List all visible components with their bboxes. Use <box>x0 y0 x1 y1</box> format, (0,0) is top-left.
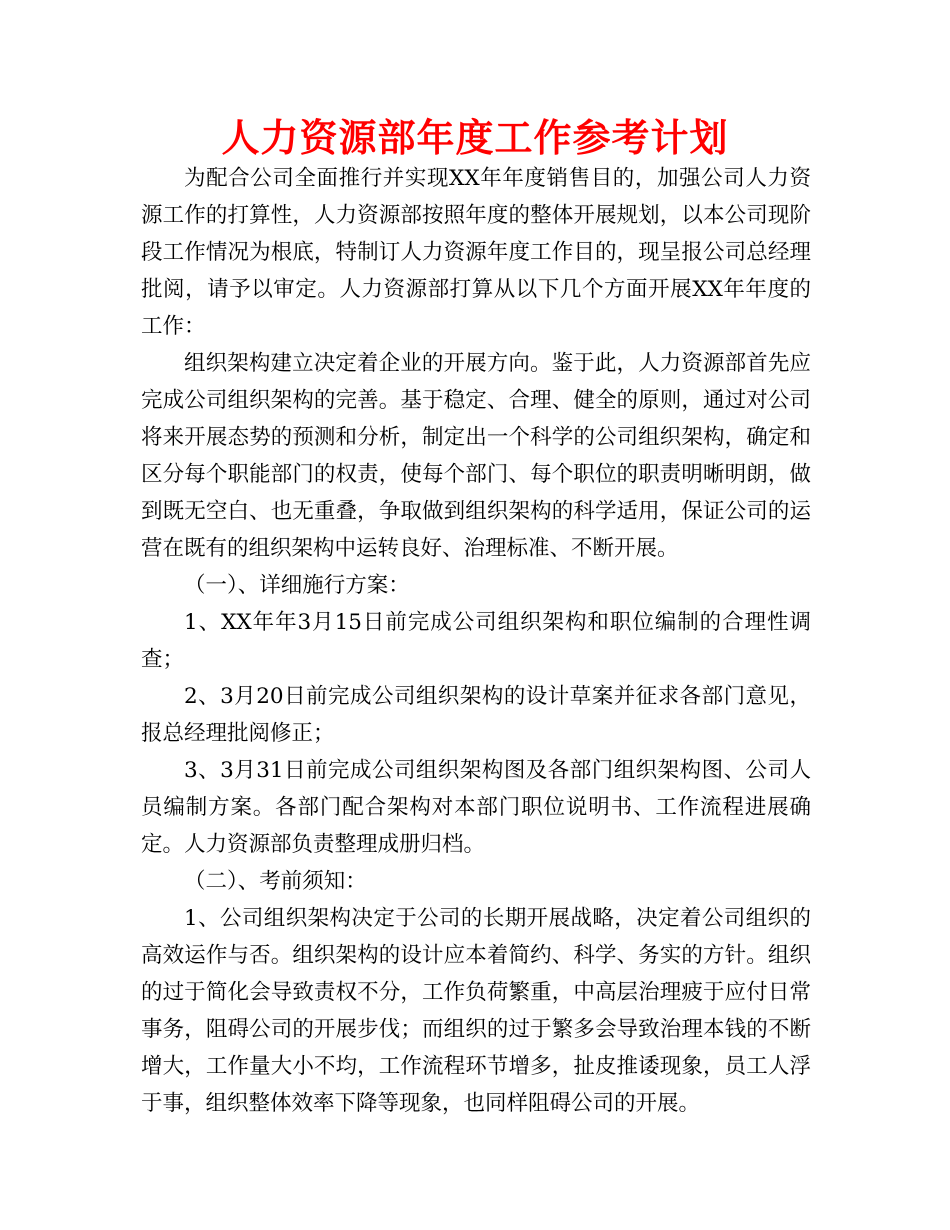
document-body <box>141 160 811 1122</box>
list-item-note-1: 1、公司组织架构决定于公司的长期开展战略，决定着公司组织的高效运作与否。组织架构的设计应本着简约、科学、务实的方针。组织的过于简化会导致责权不分，工作负荷繁重，中高层治理疲于应付日常事务，阻碍公司的开展步伐；而组织的过于繁多会导致治理本钱的不断增大，工作量大小不均，工作流程环节增多，扯皮推诿现象，员工人浮于事，组织整体效率下降等现象，也同样阻碍公司的开展。 <box>141 906 811 1116</box>
list-item-step-2: 2、3月20日前完成公司组织架构的设计草案并征求各部门意见，报总经理批阅修正； <box>141 684 811 746</box>
section-heading-notes: （二）、考前须知： <box>184 869 367 894</box>
paragraph-org-structure: 组织架构建立决定着企业的开展方向。鉴于此，人力资源部首先应完成公司组织架构的完善。基于稳定、合理、健全的原则，通过对公司将来开展态势的预测和分析，制定出一个科学的公司组织架构，确定和区分每个职能部门的权责，使每个部门、每个职位的职责明晰明朗，做到既无空白、也无重叠，争取做到组织架构的科学适用，保证公司的运营在既有的组织架构中运转良好、治理标准、不断开展。 <box>141 351 811 561</box>
paragraph-intro: 为配合公司全面推行并实现XX年年度销售目的，加强公司人力资源工作的打算性，人力资源部按照年度的整体开展规划，以本公司现阶段工作情况为根底，特制订人力资源年度工作目的，现呈报公司总经理批阅，请予以审定。人力资源部打算从以下几个方面开展XX年年度的工作： <box>141 166 811 339</box>
list-item-step-1: 1、XX年年3月15日前完成公司组织架构和职位编制的合理性调查； <box>141 610 811 672</box>
document-title: 人力资源部年度工作参考计划 <box>221 116 729 160</box>
section-heading-implementation: （一）、详细施行方案： <box>184 573 410 598</box>
list-item-step-3: 3、3月31日前完成公司组织架构图及各部门组织架构图、公司人员编制方案。各部门配合架构对本部门职位说明书、工作流程进展确定。人力资源部负责整理成册归档。 <box>141 758 811 857</box>
